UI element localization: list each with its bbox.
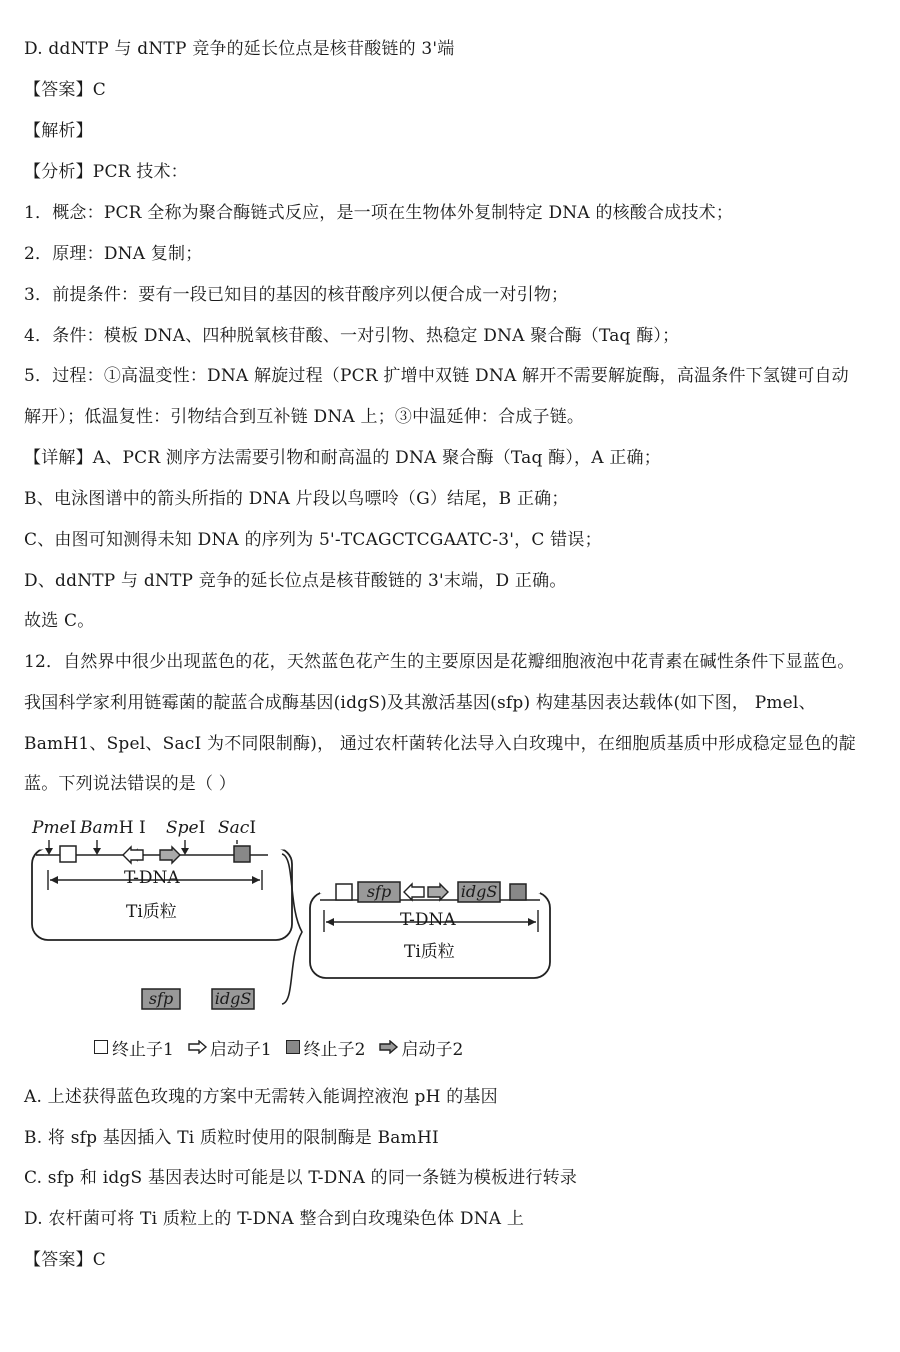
detail-d: D、ddNTP 与 dNTP 竞争的延长位点是核苷酸链的 3'末端，D 正确。 [24, 571, 567, 591]
conclusion: 故选 C。 [24, 611, 95, 631]
gray-square-icon [286, 1040, 300, 1054]
free-idgs-label: idgS [214, 989, 252, 1008]
option-a: A. 上述获得蓝色玫瑰的方案中无需转入能调控液泡 pH 的基因 [24, 1087, 498, 1107]
option-b: B. 将 sfp 基因插入 Ti 质粒时使用的限制酶是 BamHI [24, 1128, 439, 1148]
detail-b: B、电泳图谱中的箭头所指的 DNA 片段以鸟嘌呤（G）结尾，B 正确； [24, 489, 569, 509]
right-terminator2 [510, 884, 526, 900]
left-terminator1 [60, 846, 76, 862]
analysis-point-2: 2．原理：DNA 复制； [24, 244, 203, 264]
option-d: D. 农杆菌可将 Ti 质粒上的 T-DNA 整合到白玫瑰染色体 DNA 上 [24, 1209, 525, 1229]
left-plasmid-label: Ti质粒 [126, 902, 177, 922]
legend-terminator1: 终止子1 [94, 1035, 174, 1060]
free-sfp-label: sfp [148, 989, 174, 1008]
answer: 【答案】C [24, 1250, 107, 1270]
right-sfp-label: sfp [366, 882, 392, 901]
left-tdna-label: T-DNA [124, 868, 180, 888]
right-plasmid-outline [310, 892, 550, 978]
right-plasmid-label: Ti质粒 [404, 942, 455, 962]
right-idgs-label: idgS [460, 882, 498, 901]
site-sac-label: SacI [218, 818, 257, 838]
ti-plasmid-diagram [20, 812, 560, 1062]
hollow-arrow-icon [188, 1040, 208, 1054]
empty-square-icon [94, 1040, 108, 1054]
question-12-line4: 蓝。下列说法错误的是（ ） [24, 774, 237, 794]
option-d-prev: D. ddNTP 与 dNTP 竞争的延长位点是核苷酸链的 3'端 [24, 39, 455, 59]
analysis-point-1: 1．概念：PCR 全称为聚合酶链式反应，是一项在生物体外复制特定 DNA 的核酸合成技术； [24, 203, 734, 223]
option-c: C. sfp 和 idgS 基因表达时可能是以 T-DNA 的同一条链为模板进行转录 [24, 1168, 578, 1188]
legend-terminator2: 终止子2 [286, 1035, 366, 1060]
analysis-point-5: 5．过程：①高温变性：DNA 解旋过程（PCR 扩增中双链 DNA 解开不需要解旋酶，高温条件下氢键可自动 [24, 366, 849, 386]
question-12-line3: BamH1、Spel、SacI 为不同限制酶)， 通过农杆菌转化法导入白玫瑰中，在细胞质基质中形成稳定显色的靛 [24, 734, 856, 754]
site-pme-label: PmeI [32, 818, 77, 838]
detail-a: 【详解】A、PCR 测序方法需要引物和耐高温的 DNA 聚合酶（Taq 酶），A 正确； [24, 448, 661, 468]
analysis-point-4: 4．条件：模板 DNA、四种脱氧核苷酸、一对引物、热稳定 DNA 聚合酶（Taq 酶）； [24, 326, 680, 346]
left-terminator2 [234, 846, 250, 862]
right-tdna-label: T-DNA [400, 910, 456, 930]
diagram-graphics [20, 812, 560, 1062]
site-spe-label: SpeI [166, 818, 206, 838]
legend-promoter1: 启动子1 [188, 1035, 272, 1060]
analysis-point-3: 3．前提条件：要有一段已知目的基因的核苷酸序列以便合成一对引物； [24, 285, 569, 305]
legend-promoter2: 启动子2 [379, 1035, 463, 1060]
right-promoter1 [404, 884, 424, 900]
question-12-line1: 12．自然界中很少出现蓝色的花，天然蓝色花产生的主要原因是花瓣细胞液泡中花青素在碱性条件下显蓝色。 [24, 652, 855, 672]
answer-prev: 【答案】C [24, 80, 107, 100]
detail-c: C、由图可知测得未知 DNA 的序列为 5'-TCAGCTCGAATC-3'，C 错误； [24, 530, 602, 550]
analysis-heading: 【解析】 [24, 121, 93, 141]
diagram-legend [94, 1034, 477, 1060]
site-bam-label: BamH I [80, 818, 146, 838]
right-terminator1 [336, 884, 352, 900]
analysis-point-5-cont: 解开）；低温复性：引物结合到互补链 DNA 上；③中温延伸：合成子链。 [24, 407, 585, 427]
right-promoter2 [428, 884, 448, 900]
gray-arrow-icon [379, 1040, 399, 1054]
question-12-line2: 我国科学家利用链霉菌的靛蓝合成酶基因(idgS)及其激活基因(sfp) 构建基因表达载体(如下图， Pmel、 [24, 693, 816, 713]
analysis-topic: 【分析】PCR 技术： [24, 162, 188, 182]
